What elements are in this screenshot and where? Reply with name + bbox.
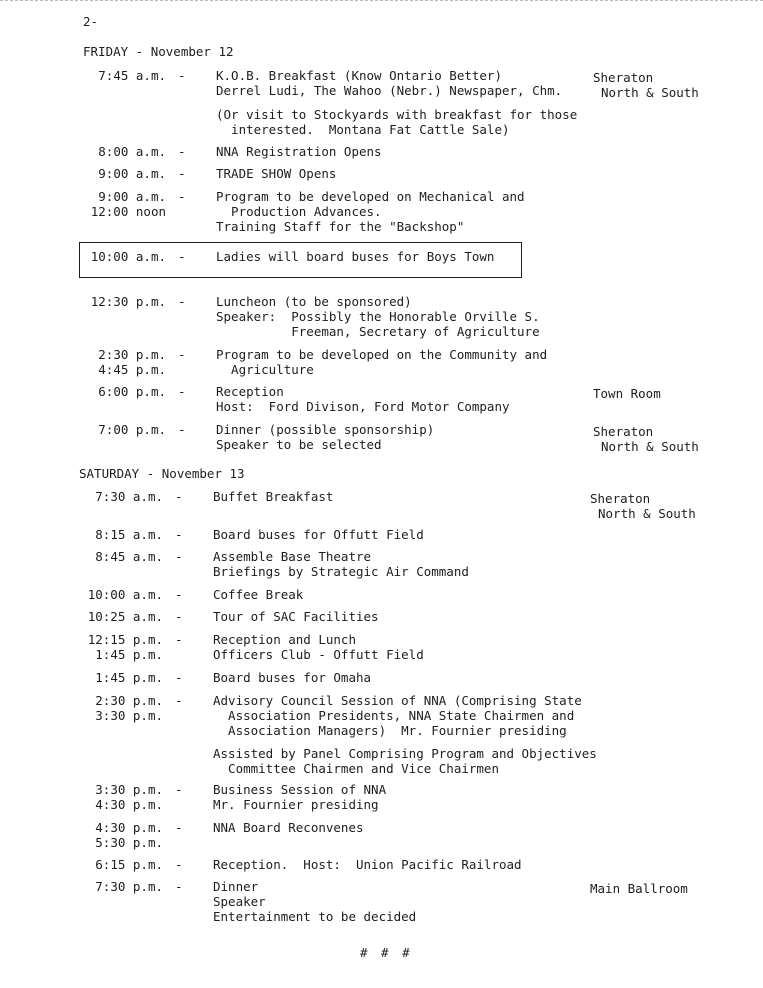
saturday-time-dash: - <box>175 693 183 708</box>
saturday-time-dash: - <box>175 820 183 835</box>
saturday-event-line: Reception and Lunch <box>213 632 356 647</box>
friday-event-line: K.O.B. Breakfast (Know Ontario Better) <box>216 68 502 83</box>
friday-event-line: Dinner (possible sponsorship) <box>216 422 435 437</box>
friday-event-line: Freeman, Secretary of Agriculture <box>216 324 540 339</box>
saturday-event-line: Association Managers) Mr. Fournier presiding <box>213 723 567 738</box>
saturday-time-start: 8:45 a.m. <box>95 549 163 564</box>
saturday-event-line: Advisory Council Session of NNA (Comprising State <box>213 693 582 708</box>
saturday-event-line: Buffet Breakfast <box>213 489 334 504</box>
saturday-time-dash: - <box>175 632 183 647</box>
friday-time-start: 10:00 a.m. <box>90 249 166 264</box>
friday-event-line: Derrel Ludi, The Wahoo (Nebr.) Newspaper, Chm. <box>216 83 563 98</box>
saturday-event-line: Mr. Fournier presiding <box>213 797 379 812</box>
saturday-time-dash: - <box>175 670 183 685</box>
saturday-event-line: Business Session of NNA <box>213 782 387 797</box>
friday-location: Town Room <box>593 386 661 401</box>
friday-time-dash: - <box>178 189 186 204</box>
friday-time-dash: - <box>178 68 186 83</box>
saturday-time-dash: - <box>175 879 183 894</box>
friday-event-line: Agriculture <box>216 362 314 377</box>
saturday-time-start: 12:15 p.m. <box>87 632 163 647</box>
saturday-event-line: Dinner <box>213 879 259 894</box>
saturday-location: Main Ballroom <box>590 881 688 896</box>
friday-time-end: 4:45 p.m. <box>98 362 166 377</box>
friday-time-start: 12:30 p.m. <box>90 294 166 309</box>
friday-time-start: 6:00 p.m. <box>98 384 166 399</box>
friday-event-line: interested. Montana Fat Cattle Sale) <box>216 122 510 137</box>
saturday-event-line: Coffee Break <box>213 587 304 602</box>
saturday-location: Sheraton <box>590 491 651 506</box>
friday-time-dash: - <box>178 294 186 309</box>
saturday-event-line: Entertainment to be decided <box>213 909 417 924</box>
friday-event-line: Program to be developed on Mechanical and <box>216 189 525 204</box>
saturday-heading: SATURDAY - November 13 <box>79 466 245 481</box>
friday-time-start: 8:00 a.m. <box>98 144 166 159</box>
friday-time-dash: - <box>178 384 186 399</box>
saturday-event-line: Tour of SAC Facilities <box>213 609 379 624</box>
saturday-time-start: 1:45 p.m. <box>95 670 163 685</box>
saturday-event-line: Officers Club - Offutt Field <box>213 647 424 662</box>
friday-time-dash: - <box>178 166 186 181</box>
saturday-time-start: 10:25 a.m. <box>87 609 163 624</box>
saturday-time-start: 4:30 p.m. <box>95 820 163 835</box>
friday-time-start: 9:00 a.m. <box>98 189 166 204</box>
saturday-time-end: 1:45 p.m. <box>95 647 163 662</box>
saturday-time-dash: - <box>175 587 183 602</box>
friday-event-line: Host: Ford Divison, Ford Motor Company <box>216 399 510 414</box>
saturday-event-line: Briefings by Strategic Air Command <box>213 564 469 579</box>
saturday-time-dash: - <box>175 489 183 504</box>
friday-event-line: Program to be developed on the Community and <box>216 347 548 362</box>
friday-location: North & South <box>601 85 699 100</box>
friday-heading: FRIDAY - November 12 <box>83 44 234 59</box>
top-dashed-border <box>0 0 763 1</box>
saturday-time-dash: - <box>175 609 183 624</box>
friday-event-line: Training Staff for the "Backshop" <box>216 219 465 234</box>
saturday-time-start: 3:30 p.m. <box>95 782 163 797</box>
saturday-time-dash: - <box>175 527 183 542</box>
friday-event-line: Production Advances. <box>216 204 382 219</box>
friday-event-line: Reception <box>216 384 284 399</box>
saturday-event-line: Committee Chairmen and Vice Chairmen <box>213 761 499 776</box>
friday-event-line: NNA Registration Opens <box>216 144 382 159</box>
friday-time-start: 7:45 a.m. <box>98 68 166 83</box>
saturday-time-dash: - <box>175 857 183 872</box>
saturday-time-dash: - <box>175 782 183 797</box>
saturday-event-line: Association Presidents, NNA State Chairmen and <box>213 708 575 723</box>
friday-time-dash: - <box>178 422 186 437</box>
saturday-time-end: 4:30 p.m. <box>95 797 163 812</box>
friday-event-line: (Or visit to Stockyards with breakfast for those <box>216 107 578 122</box>
friday-event-line: Speaker: Possibly the Honorable Orville S. <box>216 309 540 324</box>
saturday-time-start: 7:30 p.m. <box>95 879 163 894</box>
friday-location: North & South <box>601 439 699 454</box>
saturday-location: North & South <box>598 506 696 521</box>
saturday-time-start: 7:30 a.m. <box>95 489 163 504</box>
friday-event-line: Speaker to be selected <box>216 437 382 452</box>
saturday-time-start: 6:15 p.m. <box>95 857 163 872</box>
friday-location: Sheraton <box>593 70 654 85</box>
friday-location: Sheraton <box>593 424 654 439</box>
friday-time-dash: - <box>178 144 186 159</box>
saturday-time-end: 5:30 p.m. <box>95 835 163 850</box>
friday-time-dash: - <box>178 347 186 362</box>
saturday-event-line: Board buses for Offutt Field <box>213 527 424 542</box>
friday-event-line: TRADE SHOW Opens <box>216 166 337 181</box>
saturday-event-line: NNA Board Reconvenes <box>213 820 364 835</box>
friday-event-line: Luncheon (to be sponsored) <box>216 294 412 309</box>
saturday-event-line: Speaker <box>213 894 266 909</box>
friday-time-end: 12:00 noon <box>90 204 166 219</box>
friday-time-start: 7:00 p.m. <box>98 422 166 437</box>
highlight-box <box>79 242 522 278</box>
saturday-time-start: 8:15 a.m. <box>95 527 163 542</box>
page-number: 2- <box>83 14 99 29</box>
saturday-time-start: 10:00 a.m. <box>87 587 163 602</box>
saturday-time-end: 3:30 p.m. <box>95 708 163 723</box>
friday-time-start: 9:00 a.m. <box>98 166 166 181</box>
saturday-time-dash: - <box>175 549 183 564</box>
friday-time-start: 2:30 p.m. <box>98 347 166 362</box>
saturday-event-line: Assisted by Panel Comprising Program and Objectives <box>213 746 597 761</box>
friday-time-dash: - <box>178 249 186 264</box>
saturday-event-line: Assemble Base Theatre <box>213 549 372 564</box>
saturday-event-line: Reception. Host: Union Pacific Railroad <box>213 857 522 872</box>
saturday-event-line: Board buses for Omaha <box>213 670 372 685</box>
saturday-time-start: 2:30 p.m. <box>95 693 163 708</box>
friday-event-line: Ladies will board buses for Boys Town <box>216 249 495 264</box>
end-mark: # # # <box>360 945 413 960</box>
